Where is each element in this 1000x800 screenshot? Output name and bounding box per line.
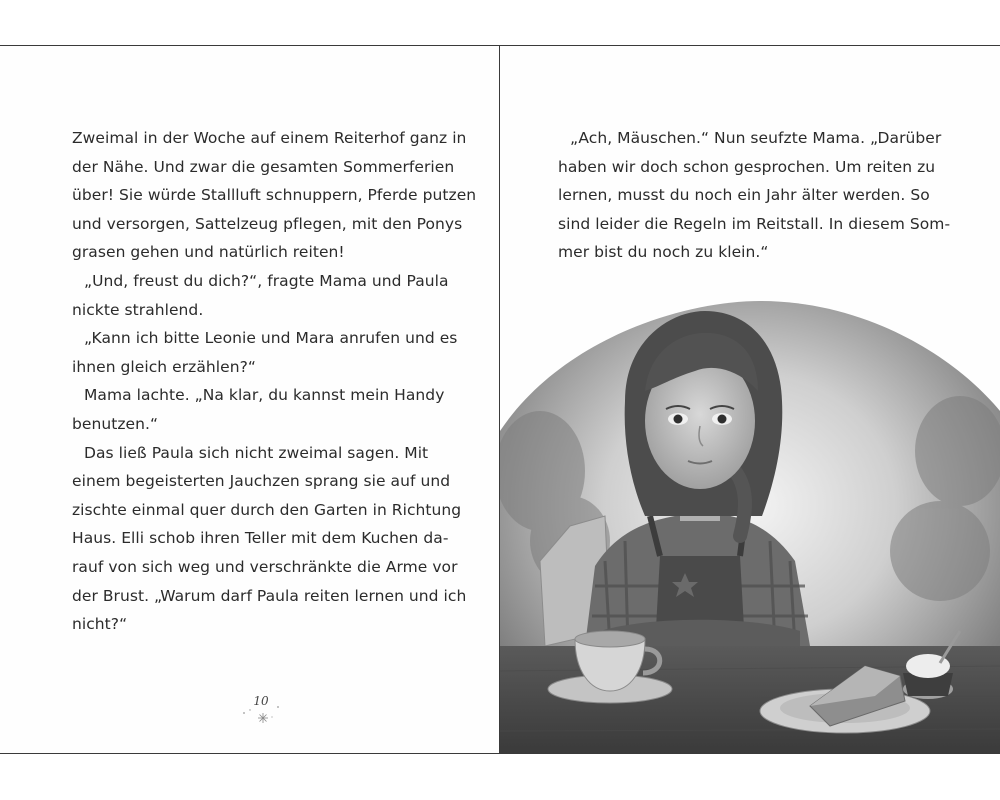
text-line: rauf von sich weg und verschränkte die Arme vor (72, 557, 458, 576)
sparkle-icon (236, 701, 286, 731)
page-number: 10 (253, 694, 269, 708)
text-line: nicht?“ (72, 615, 128, 634)
text-line: mer bist du noch zu klein.“ (558, 243, 769, 262)
text-line: „Ach, Mäuschen.“ Nun seufzte Mama. „Darüber (570, 129, 942, 147)
text-line: haben wir doch schon gesprochen. Um reiten zu (558, 157, 936, 176)
text-line: zischte einmal quer durch den Garten in Richtung (72, 500, 462, 519)
text-line: „Kann ich bitte Leonie und Mara anrufen und es (84, 329, 458, 348)
text-line: Das ließ Paula sich nicht zweimal sagen. Mit (84, 443, 429, 462)
text-line: und versorgen, Sattelzeug pflegen, mit den Ponys (72, 214, 463, 233)
text-line: der Brust. „Warum darf Paula reiten lernen und ich (72, 586, 467, 605)
text-line: grasen gehen und natürlich reiten! (72, 243, 345, 262)
text-line: sind leider die Regeln im Reitstall. In diesem Som- (558, 214, 951, 233)
right-page-text (558, 124, 951, 267)
text-line: lernen, musst du noch ein Jahr älter werden. So (558, 186, 930, 205)
right-page (500, 45, 1000, 754)
text-line: Haus. Elli schob ihren Teller mit dem Kuchen da- (72, 529, 449, 548)
left-page-text (72, 124, 477, 639)
text-line: ihnen gleich erzählen?“ (72, 357, 256, 376)
girl-at-table-illustration (500, 301, 1000, 754)
text-line: Zweimal in der Woche auf einem Reiterhof ganz in (72, 129, 467, 147)
left-page (0, 45, 500, 754)
text-line: einem begeisterten Jauchzen sprang sie auf und (72, 472, 451, 491)
text-line: der Nähe. Und zwar die gesamten Sommerferien (72, 157, 455, 176)
text-line: über! Sie würde Stallluft schnuppern, Pferde putzen (72, 186, 477, 205)
text-line: Mama lachte. „Na klar, du kannst mein Handy (84, 386, 445, 405)
text-line: nickte strahlend. (72, 300, 204, 319)
text-line: benutzen.“ (72, 414, 159, 433)
text-line: „Und, freust du dich?“, fragte Mama und Paula (84, 271, 449, 290)
